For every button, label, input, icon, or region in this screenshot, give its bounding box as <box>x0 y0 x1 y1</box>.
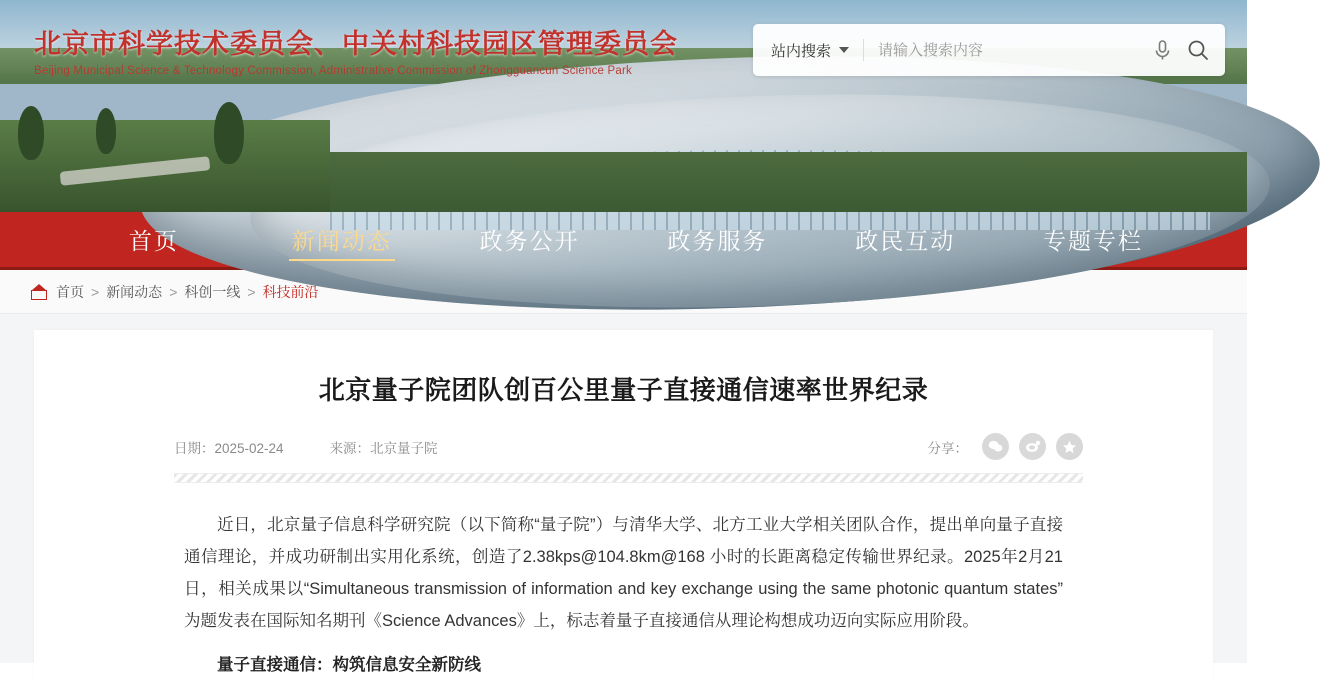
article-date-label: 日期： <box>174 441 215 456</box>
weibo-icon[interactable] <box>1019 433 1046 460</box>
breadcrumb-separator: > <box>169 283 178 300</box>
breadcrumb-item-current[interactable]: 科技前沿 <box>262 283 319 300</box>
microphone-icon[interactable] <box>1145 24 1179 76</box>
search-bar[interactable] <box>753 24 1225 76</box>
site-title <box>34 22 678 77</box>
banner-tree-icon <box>214 102 244 164</box>
article-source <box>330 437 438 457</box>
search-scope-label: 站内搜索 <box>771 42 832 60</box>
breadcrumb-item-2[interactable]: 科创一线 <box>184 283 241 300</box>
article-source-value: 北京量子院 <box>370 441 438 456</box>
article-body <box>184 509 1063 681</box>
search-input[interactable] <box>864 24 1145 76</box>
nav-label: 新闻动态 <box>291 228 392 254</box>
nav-item-4[interactable] <box>811 212 999 267</box>
page-title: 北京量子院团队创百公里量子直接通信速率世界纪录 <box>318 375 929 405</box>
breadcrumb-item-1[interactable]: 新闻动态 <box>106 283 163 300</box>
nav-label: 政务公开 <box>479 228 580 254</box>
site-title-cn: 北京市科学技术委员会、中关村科技园区管理委员会 <box>34 29 678 59</box>
site-banner <box>0 0 1247 212</box>
page-body <box>0 314 1247 674</box>
article-paragraph: 近日，北京量子信息科学研究院（以下简称“量子院”）与清华大学、北方工业大学相关团队合作，提出单向量子直接通信理论，并成功研制出实用化系统，创造了2.38kps@104.8km@168 小时的长距离稳定传输世界纪录。2025年2月21 日，相关成果以“Simultaneous transmission of information and key exchange using the same photonic quantum states”为题发表在国际知名期刊《Science Advances》上，标志着量子直接通信从理论构想成功迈向实际应用阶段。 <box>184 516 1063 630</box>
nav-item-2[interactable] <box>436 212 624 267</box>
nav-label: 政民互动 <box>855 228 956 254</box>
nav-item-5[interactable] <box>999 212 1187 267</box>
main-nav <box>0 212 1247 270</box>
article-subheading: 量子直接通信：构筑信息安全新防线 <box>217 656 481 674</box>
article-date-value: 2025-02-24 <box>214 441 284 456</box>
breadcrumb-separator: > <box>247 283 256 300</box>
article-card <box>34 330 1213 681</box>
nav-item-3[interactable] <box>623 212 811 267</box>
breadcrumb-separator: > <box>91 283 100 300</box>
share-label: 分享： <box>927 440 968 456</box>
search-scope-selector[interactable] <box>753 24 863 76</box>
article-date <box>174 437 284 457</box>
site-title-en: Beijing Municipal Science & Technology Commission, Administrative Commission of Zhongguancun Science Park <box>34 65 632 77</box>
favorite-icon[interactable] <box>1056 433 1083 460</box>
search-icon[interactable] <box>1181 24 1215 76</box>
nav-label: 政务服务 <box>667 228 768 254</box>
chevron-down-icon <box>839 47 849 53</box>
banner-tree-icon <box>96 108 116 154</box>
nav-item-1[interactable] <box>248 212 436 267</box>
article-divider <box>174 473 1083 483</box>
nav-item-0[interactable] <box>60 212 248 267</box>
article-meta <box>84 437 1163 457</box>
share-group <box>928 433 1084 460</box>
nav-label: 专题专栏 <box>1043 228 1144 254</box>
wechat-icon[interactable] <box>982 433 1009 460</box>
article-source-label: 来源： <box>329 441 371 456</box>
nav-label: 首页 <box>128 228 179 254</box>
banner-tree-icon <box>18 106 44 160</box>
home-icon[interactable] <box>30 283 47 300</box>
breadcrumb-item-0[interactable]: 首页 <box>56 283 84 300</box>
